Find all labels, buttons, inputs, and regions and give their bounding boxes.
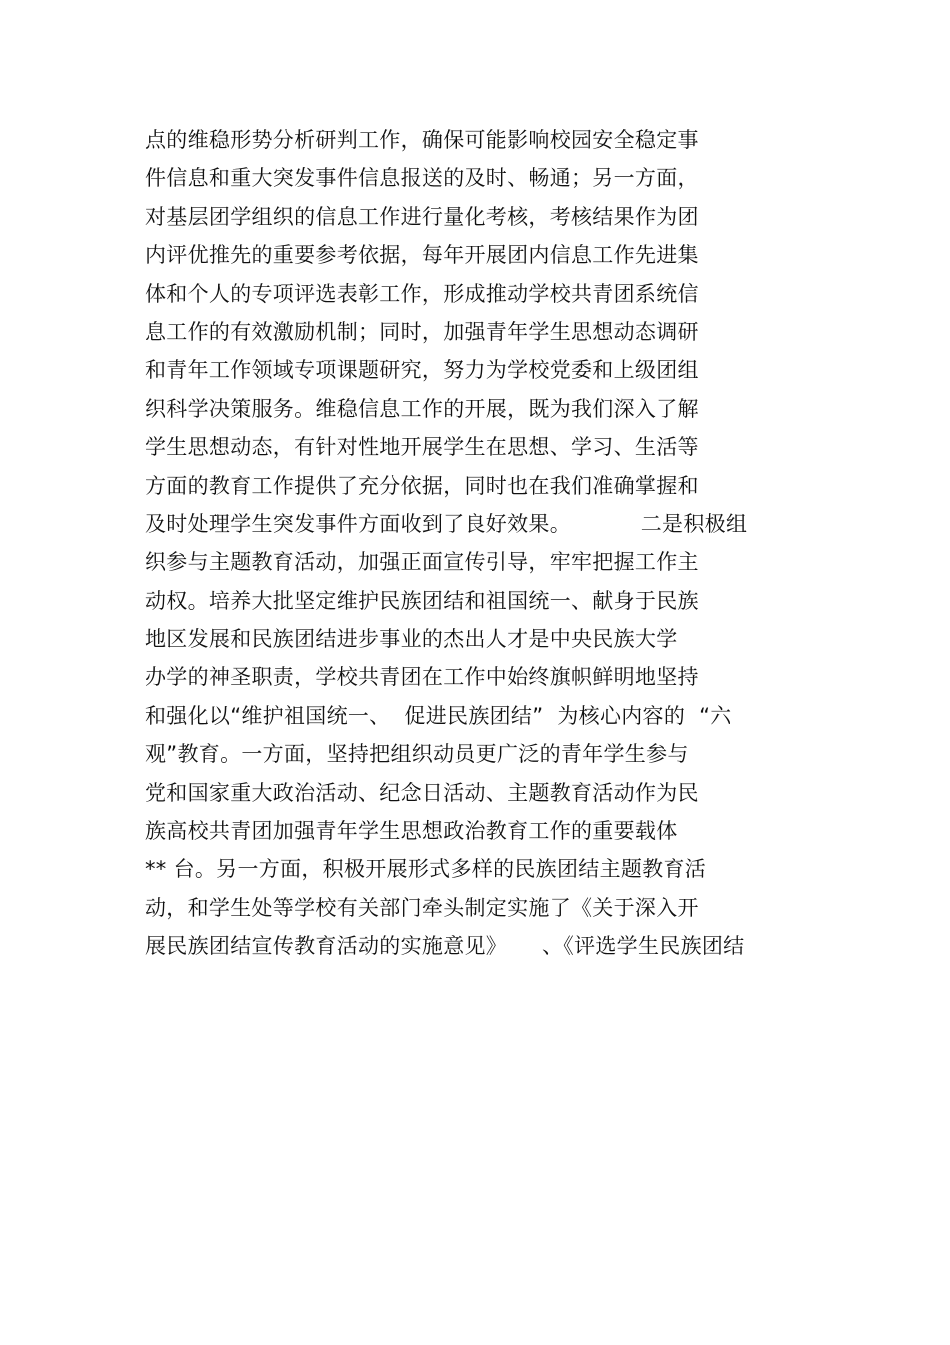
text-line: 息工作的有效激励机制；同时，加强青年学生思想动态调研	[145, 319, 699, 344]
text-line: 展民族团结宣传教育活动的实施意见》 、《评选学生民族团结	[145, 934, 745, 959]
text-line: 对基层团学组织的信息工作进行量化考核，考核结果作为团	[145, 204, 699, 229]
text-line: 织科学决策服务。维稳信息工作的开展，既为我们深入了解	[145, 396, 699, 421]
text-line: 学生思想动态，有针对性地开展学生在思想、学习、生活等	[145, 435, 699, 460]
text-line: ** 台。另一方面，积极开展形式多样的民族团结主题教育活	[145, 857, 707, 882]
text-line: 族高校共青团加强青年学生思想政治教育工作的重要载体	[145, 819, 678, 844]
text-line: 办学的神圣职责，学校共青团在工作中始终旗帜鲜明地坚持	[145, 665, 699, 690]
text-line: 件信息和重大突发事件信息报送的及时、畅通；另一方面，	[145, 166, 699, 191]
text-line: 地区发展和民族团结进步事业的杰出人才是中央民族大学	[145, 627, 678, 652]
text-line: 织参与主题教育活动，加强正面宣传引导，牢牢把握工作主	[145, 550, 699, 575]
text-line: 方面的教育工作提供了充分依据，同时也在我们准确掌握和	[145, 473, 699, 498]
text-line: 观”教育。一方面，坚持把组织动员更广泛的青年学生参与	[145, 742, 689, 767]
text-line: 和强化以“维护祖国统一、 促进民族团结” 为核心内容的 “六	[145, 703, 732, 728]
body-text	[145, 121, 845, 966]
text-line: 动，和学生处等学校有关部门牵头制定实施了《关于深入开	[145, 895, 699, 920]
text-line: 及时处理学生突发事件方面收到了良好效果。 二是积极组	[145, 511, 748, 536]
text-line: 党和国家重大政治活动、纪念日活动、主题教育活动作为民	[145, 780, 699, 805]
text-line: 动权。培养大批坚定维护民族团结和祖国统一、献身于民族	[145, 588, 699, 613]
text-line: 内评优推先的重要参考依据，每年开展团内信息工作先进集	[145, 243, 699, 268]
text-line: 和青年工作领域专项课题研究，努力为学校党委和上级团组	[145, 358, 699, 383]
text-line: 点的维稳形势分析研判工作，确保可能影响校园安全稳定事	[145, 128, 699, 152]
text-line: 体和个人的专项评选表彰工作，形成推动学校共青团系统信	[145, 281, 699, 306]
